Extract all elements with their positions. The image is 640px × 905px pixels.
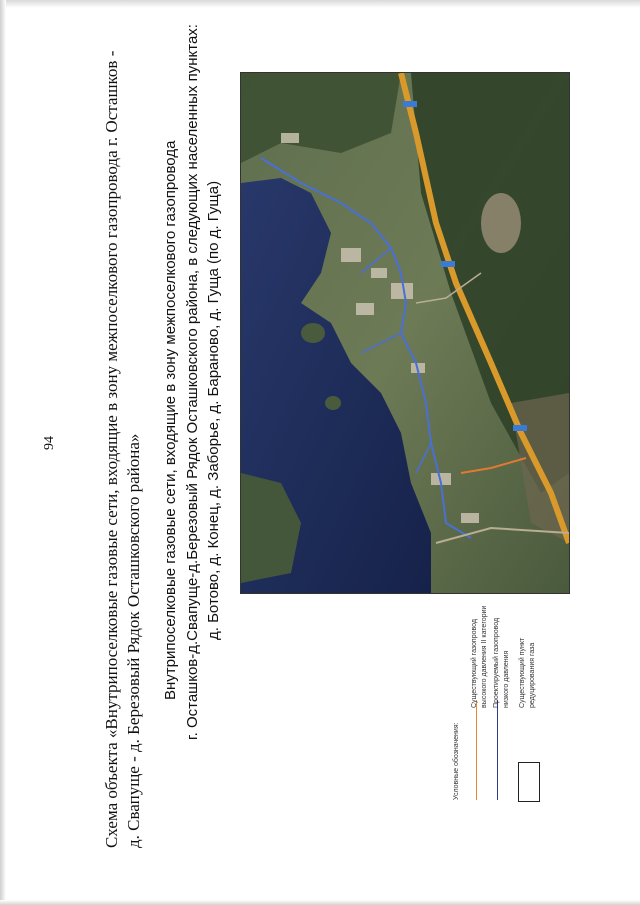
satellite-map: [240, 72, 570, 594]
subtitle-line-2: г. Осташков-д.Свапуще-д.Березовый Рядок Осташковского района, в следующих населенных пунктах:: [184, 24, 201, 740]
legend-existing-line-2: высокого давления II категории: [481, 605, 488, 708]
legend-projected-line-1: Проектируемый газопровод: [493, 617, 500, 708]
legend-gas-point-line-2: редуцирования газа: [529, 642, 536, 708]
legend-projected-line-2: низкого давления: [503, 650, 510, 708]
legend-existing-pipeline-swatch: [476, 700, 477, 800]
legend-gas-point-line-1: Существующий пункт: [519, 637, 526, 708]
scan-edge-top: [0, 0, 640, 8]
title-line-2: д. Свапуще - д. Березовый Рядок Осташковского района»: [124, 433, 143, 848]
page-number: 94: [42, 436, 57, 450]
scan-edge-bottom: [0, 900, 640, 905]
map-image: [241, 73, 569, 593]
subtitle-line-1: Внутрипоселковые газовые сети, входящие в зону межпоселкового газопровода: [162, 140, 179, 700]
scan-edge-left: [0, 0, 6, 905]
legend-projected-pipeline-swatch: [497, 700, 498, 800]
legend-gas-point-swatch: [518, 762, 540, 802]
title-line-1: Схема объекта «Внутрипоселковые газовые сети, входящие в зону межпоселкового газопровода г. Осташков -: [102, 50, 121, 848]
subtitle-line-3: д. Ботово, д. Конец, д. Заборье, д. Бараново, д. Гуща (по д. Гуща): [205, 180, 222, 640]
legend-title: Условные обозначения:: [453, 722, 460, 800]
legend-existing-line-1: Существующий газопровод: [471, 619, 478, 708]
